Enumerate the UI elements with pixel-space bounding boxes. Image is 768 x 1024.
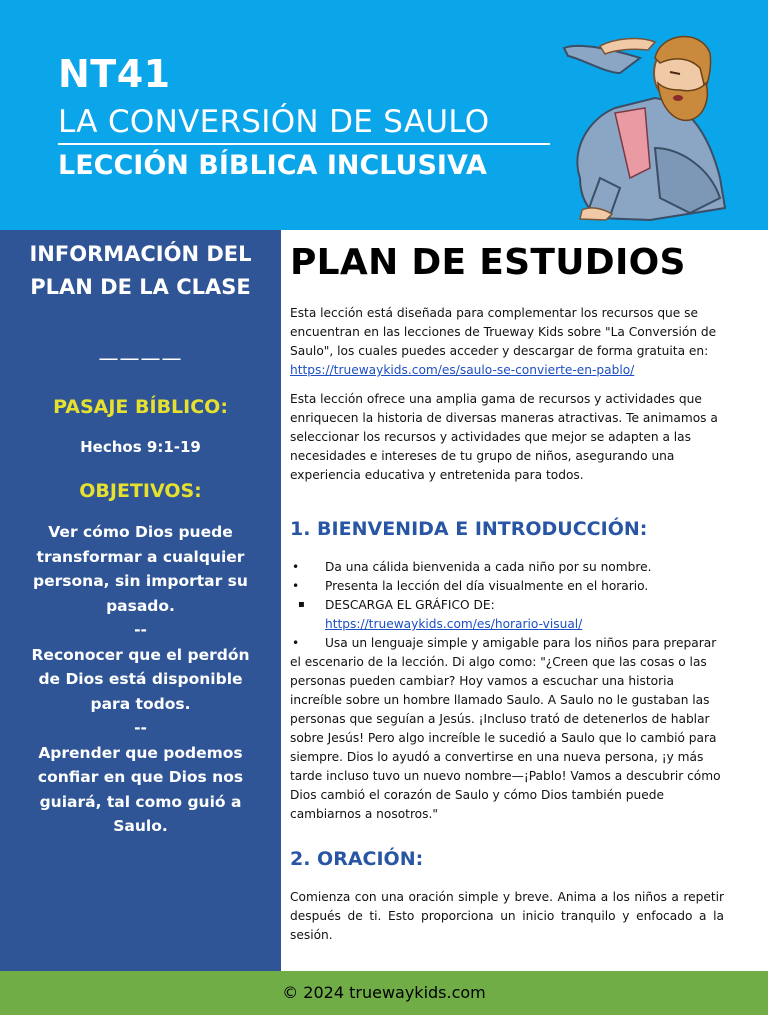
lesson-title: LA CONVERSIÓN DE SAULO — [58, 104, 490, 140]
bullet-text: Da una cálida bienvenida a cada niño por su nombre. — [325, 560, 652, 574]
download-item — [290, 596, 724, 634]
objective-separator: -- — [134, 621, 147, 639]
page-title: PLAN DE ESTUDIOS — [290, 242, 686, 283]
class-info-sidebar — [0, 230, 281, 971]
intro-paragraph-2: Esta lección ofrece una amplia gama de recursos y actividades que enriquecen la historia de diversas maneras atractivas. Te animamos a seleccionar los recursos y actividades que mejor se adapten a las necesidades e intereses de tu grupo de niños, asegurando una experiencia educativa y entretenida para todos. — [290, 392, 718, 482]
sidebar-divider: ———— — [98, 346, 183, 370]
footer — [0, 971, 768, 1015]
study-plan-content — [290, 230, 724, 971]
objectives-list — [22, 520, 259, 839]
list-item — [290, 558, 724, 577]
section-welcome-title: 1. BIENVENIDA E INTRODUCCIÓN: — [290, 518, 648, 540]
bullet-icon: • — [292, 560, 300, 574]
passage-label: PASAJE BÍBLICO: — [53, 396, 228, 418]
title-underline — [58, 143, 550, 145]
lesson-subtitle: LECCIÓN BÍBLICA INCLUSIVA — [58, 150, 487, 181]
bullet-icon: • — [292, 636, 300, 650]
square-bullet-icon: ▪ — [298, 599, 305, 610]
objective-item: Ver cómo Dios puede transformar a cualquier persona, sin importar su pasado. — [33, 523, 248, 615]
list-item — [290, 577, 724, 596]
lesson-link[interactable]: https://truewaykids.com/es/saulo-se-convierte-en-pablo/ — [290, 363, 635, 377]
intro-paragraph — [290, 304, 724, 380]
objectives-label: OBJETIVOS: — [79, 480, 202, 502]
bullet-text: Presenta la lección del día visualmente en el horario. — [325, 579, 649, 593]
objective-item: Aprender que podemos confiar en que Dios nos guiará, tal como guió a Saulo. — [37, 743, 244, 835]
objective-separator: -- — [134, 719, 147, 737]
lesson-code: NT41 — [58, 52, 171, 96]
welcome-bullets — [290, 558, 724, 824]
header-banner — [0, 0, 768, 230]
copyright-text: © 2024 truewaykids.com — [282, 983, 486, 1002]
intro-text: Esta lección está diseñada para complementar los recursos que se encuentran en las lecciones de Trueway Kids sobre "La Conversión de Saulo", los cuales puedes acceder y descargar de forma gratuita en: — [290, 306, 717, 358]
download-label: DESCARGA EL GRÁFICO DE: — [325, 598, 495, 612]
bullet-icon: • — [292, 579, 300, 593]
schedule-link[interactable]: https://truewaykids.com/es/horario-visual/ — [325, 617, 583, 631]
bible-passage: Hechos 9:1-19 — [80, 438, 201, 456]
sidebar-heading: INFORMACIÓN DEL PLAN DE LA CLASE — [29, 242, 252, 299]
prayer-paragraph: Comienza con una oración simple y breve. Anima a los niños a repetir después de ti. Esto proporciona un inicio tranquilo y enfocado a la sesión. — [290, 890, 724, 942]
saul-illustration — [560, 28, 730, 222]
objective-item: Reconocer que el perdón de Dios está disponible para todos. — [31, 645, 250, 713]
bullet-text: Usa un lenguaje simple y amigable para los niños para preparar el escenario de la lección. Di algo como: "¿Creen que las cosas o las personas pueden cambiar? Hoy vamos a escuchar una historia increíble sobre un hombre llamado Saulo. A Saulo no le gustaban las personas que seguían a Jesús. ¡Incluso trató de detenerlos de hablar sobre Jesús! Pero algo increíble le sucedió a Saulo que lo cambió para siempre. Dios lo ayudó a convertirse en una nueva persona, ¡y más tarde incluso tuvo un nuevo nombre—¡Pablo! Vamos a descubrir cómo Dios cambió el corazón de Saulo y cómo Dios también puede cambiarnos a nosotros." — [290, 636, 721, 821]
section-prayer-title: 2. ORACIÓN: — [290, 848, 424, 870]
list-item — [290, 634, 724, 824]
